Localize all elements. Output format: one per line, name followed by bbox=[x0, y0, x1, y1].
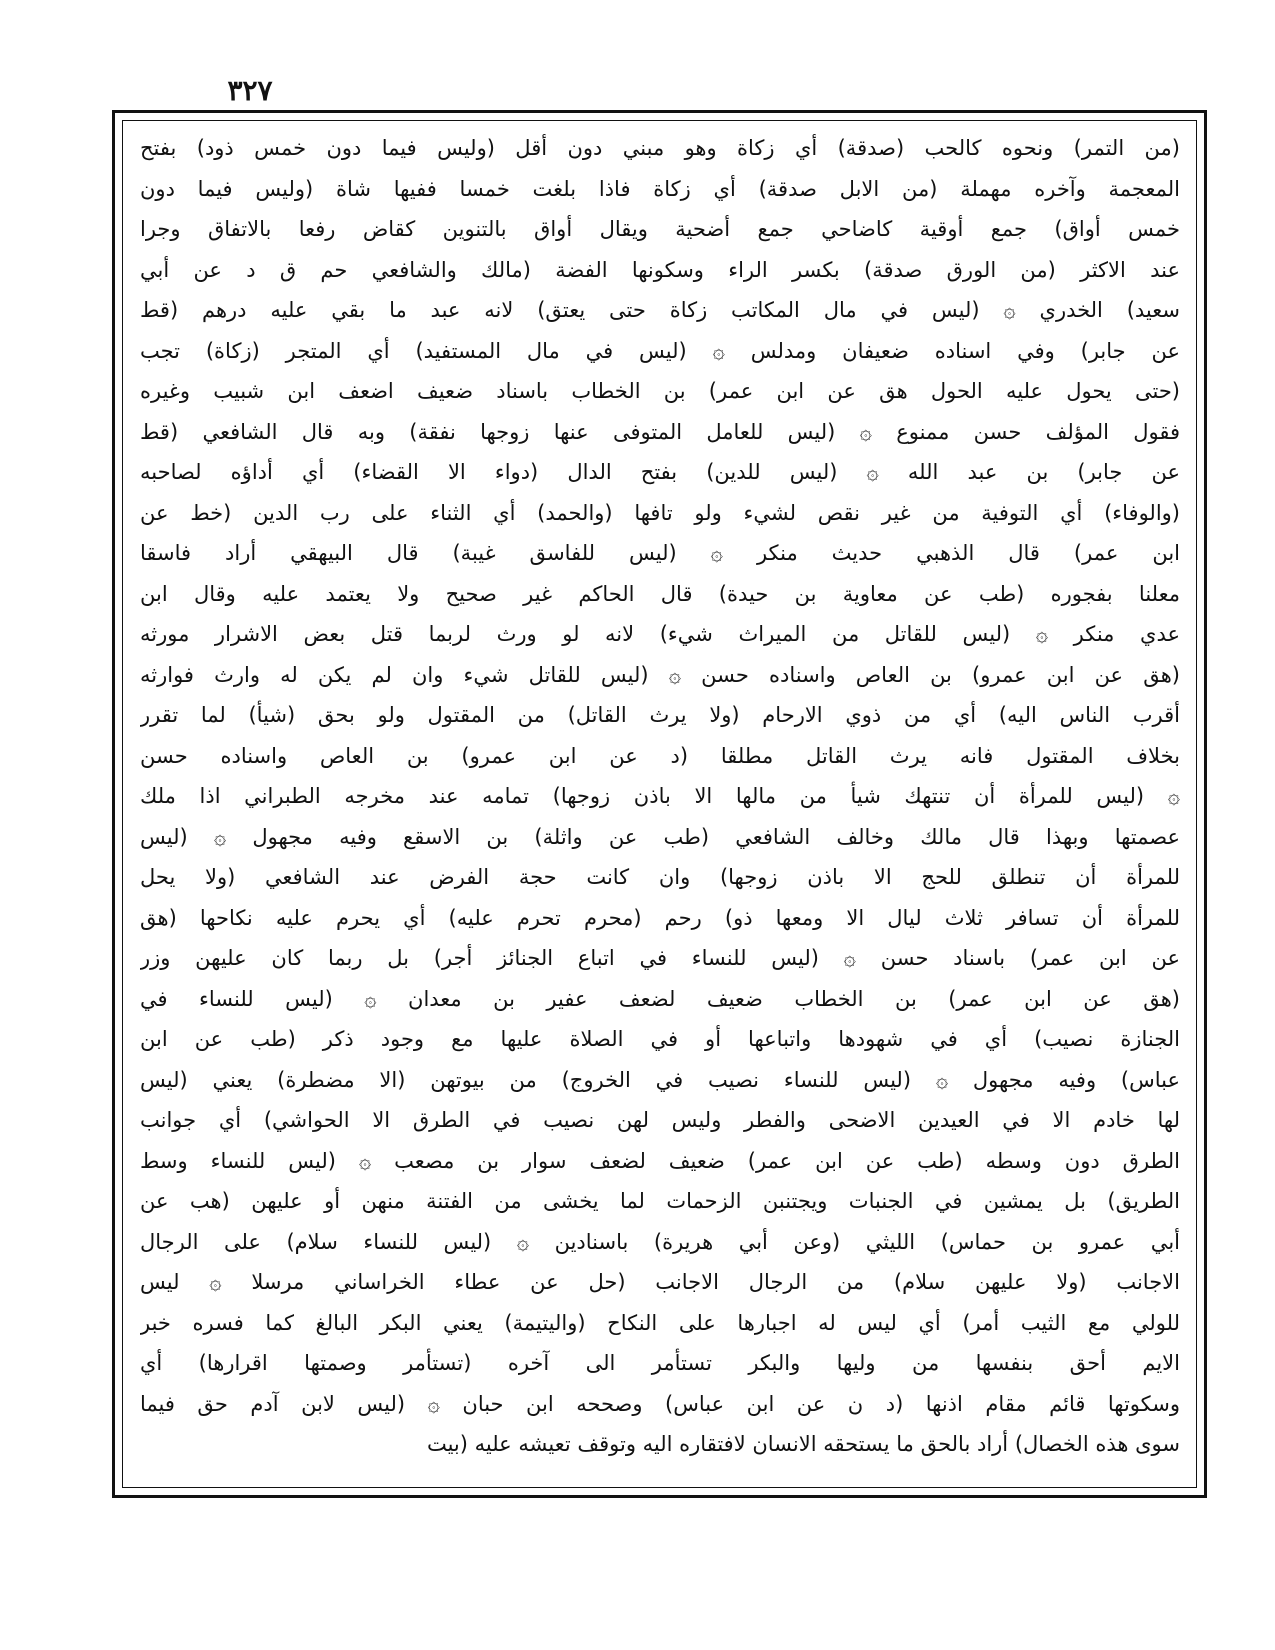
text-line: سعيد) الخدري ۞ (ليس في مال المكاتب زكاة حتى يعتق) لانه عبد ما بقي عليه درهم (قط bbox=[140, 298, 1180, 322]
text-line: الطريق) بل يمشين في الجنبات ويجتنبن الزحمات لما يخشى من الفتنة منهن أو عليهن (هب عن bbox=[140, 1189, 1180, 1213]
text-line: للمرأة أن تسافر ثلاث ليال الا ومعها ذو) رحم (محرم تحرم عليه) أي يحرم عليه نكاحها (هق bbox=[140, 905, 1180, 930]
text-line: عن جابر) وفي اسناده ضعيفان ومدلس ۞ (ليس في مال المستفيد) أي المتجر (زكاة) تجب bbox=[140, 338, 1180, 363]
text-line: ۞ (ليس للمرأة أن تنتهك شيأ من مالها الا باذن زوجها) تمامه عند مخرجه الطبراني اذا ملك bbox=[140, 784, 1180, 808]
text-line: (من التمر) ونحوه كالحب (صدقة) أي زكاة وهو مبني دون أقل (وليس فيما دون خمس ذود) بفتح bbox=[140, 136, 1180, 160]
text-line: للولي مع الثيب أمر) أي ليس له اجبارها على النكاح (واليتيمة) يعني البكر البالغ كما فسره خبر bbox=[140, 1310, 1180, 1335]
text-line: للمرأة أن تنطلق للحج الا باذن زوجها) وان كانت حجة الفرض عند الشافعي (ولا يحل bbox=[140, 865, 1180, 889]
body-text bbox=[140, 128, 1180, 1483]
text-line: (هق عن ابن عمرو) بن العاص واسناده حسن ۞ (ليس للقاتل شيء وان لم يكن له وارث فوارثه bbox=[140, 662, 1180, 687]
text-line: لها خادم الا في العيدين الاضحى والفطر وليس لهن نصيب في الطرق الا الحواشي) أي جوانب bbox=[140, 1108, 1180, 1132]
text-line: فقول المؤلف حسن ممنوع ۞ (ليس للعامل المتوفى عنها زوجها نفقة) وبه قال الشافعي (قط bbox=[140, 419, 1180, 444]
text-line: بخلاف المقتول فانه يرث القاتل مطلقا (د عن ابن عمرو) بن العاص واسناده حسن bbox=[140, 743, 1180, 768]
text-line: (هق عن ابن عمر) بن الخطاب ضعيف لضعف عفير بن معدان ۞ (ليس للنساء في bbox=[140, 986, 1180, 1011]
text-line: الايم أحق بنفسها من وليها والبكر تستأمر الى آخره (تستأمر وصمتها اقرارها) أي bbox=[140, 1351, 1180, 1375]
text-line: سوى هذه الخصال) أراد بالحق ما يستحقه الانسان لافتقاره اليه وتوقف تعيشه عليه (بيت bbox=[426, 1432, 1180, 1456]
text-line: الجنازة نصيب) أي في شهودها واتباعها أو في الصلاة عليها مع وجود ذكر (طب عن ابن bbox=[140, 1027, 1180, 1051]
text-line: ابن عمر) قال الذهبي حديث منكر ۞ (ليس للفاسق غيبة) قال البيهقي أراد فاسقا bbox=[140, 541, 1180, 565]
text-line: الطرق دون وسطه (طب عن ابن عمر) ضعيف لضعف سوار بن مصعب ۞ (ليس للنساء وسط bbox=[140, 1148, 1180, 1173]
page-number: ٣٢٧ bbox=[227, 74, 273, 107]
text-line: عند الاكثر (من الورق صدقة) بكسر الراء وسكونها الفضة (مالك والشافعي حم ق د عن أبي bbox=[140, 257, 1180, 282]
text-line: (والوفاء) أي التوفية من غير نقص لشيء ولو تافها (والحمد) أي الثناء على رب الدين (خط عن bbox=[140, 500, 1180, 525]
text-line: وسكوتها قائم مقام اذنها (د ن عن ابن عباس) وصححه ابن حبان ۞ (ليس لابن آدم حق فيما bbox=[140, 1391, 1180, 1416]
text-line: أقرب الناس اليه) أي من ذوي الارحام (ولا يرث القاتل) من المقتول ولو بحق (شيأ) لما تقرر bbox=[140, 703, 1180, 727]
text-line: أبي عمرو بن حماس) الليثي (وعن أبي هريرة) باسنادين ۞ (ليس للنساء سلام) على الرجال bbox=[140, 1229, 1180, 1254]
text-line: خمس أواق) جمع أوقية كاضاحي جمع أضحية ويقال أواق بالتنوين كقاض رفعا بالاتفاق وجرا bbox=[140, 217, 1180, 241]
text-line: معلنا بفجوره (طب عن معاوية بن حيدة) قال الحاكم غير صحيح ولا يعتمد عليه وقال ابن bbox=[140, 581, 1180, 606]
text-line: عن جابر) بن عبد الله ۞ (ليس للدين) بفتح الدال (دواء الا القضاء) أي أداؤه لصاحبه bbox=[140, 460, 1180, 484]
text-line: (حتى يحول عليه الحول هق عن ابن عمر) بن الخطاب باسناد ضعيف اضعف ابن شبيب وغيره bbox=[140, 379, 1180, 403]
text-line: عدي منكر ۞ (ليس للقاتل من الميراث شيء) لانه لو ورث لربما قتل بعض الاشرار مورثه bbox=[140, 622, 1180, 646]
text-line: عصمتها وبهذا قال مالك وخالف الشافعي (طب عن واثلة) بن الاسقع وفيه مجهول ۞ (ليس bbox=[140, 824, 1180, 849]
text-line: عباس) وفيه مجهول ۞ (ليس للنساء نصيب في الخروج) من بيوتهن (الا مضطرة) يعني (ليس bbox=[140, 1067, 1180, 1092]
text-line: الاجانب (ولا عليهن سلام) من الرجال الاجانب (حل عن عطاء الخراساني مرسلا ۞ ليس bbox=[140, 1270, 1180, 1294]
text-line: عن ابن عمر) باسناد حسن ۞ (ليس للنساء في اتباع الجنائز أجر) بل ربما كان عليهن وزر bbox=[140, 946, 1180, 970]
text-line: المعجمة وآخره مهملة (من الابل صدقة) أي زكاة فاذا بلغت خمسا ففيها شاة (وليس فيما دون bbox=[140, 176, 1180, 201]
